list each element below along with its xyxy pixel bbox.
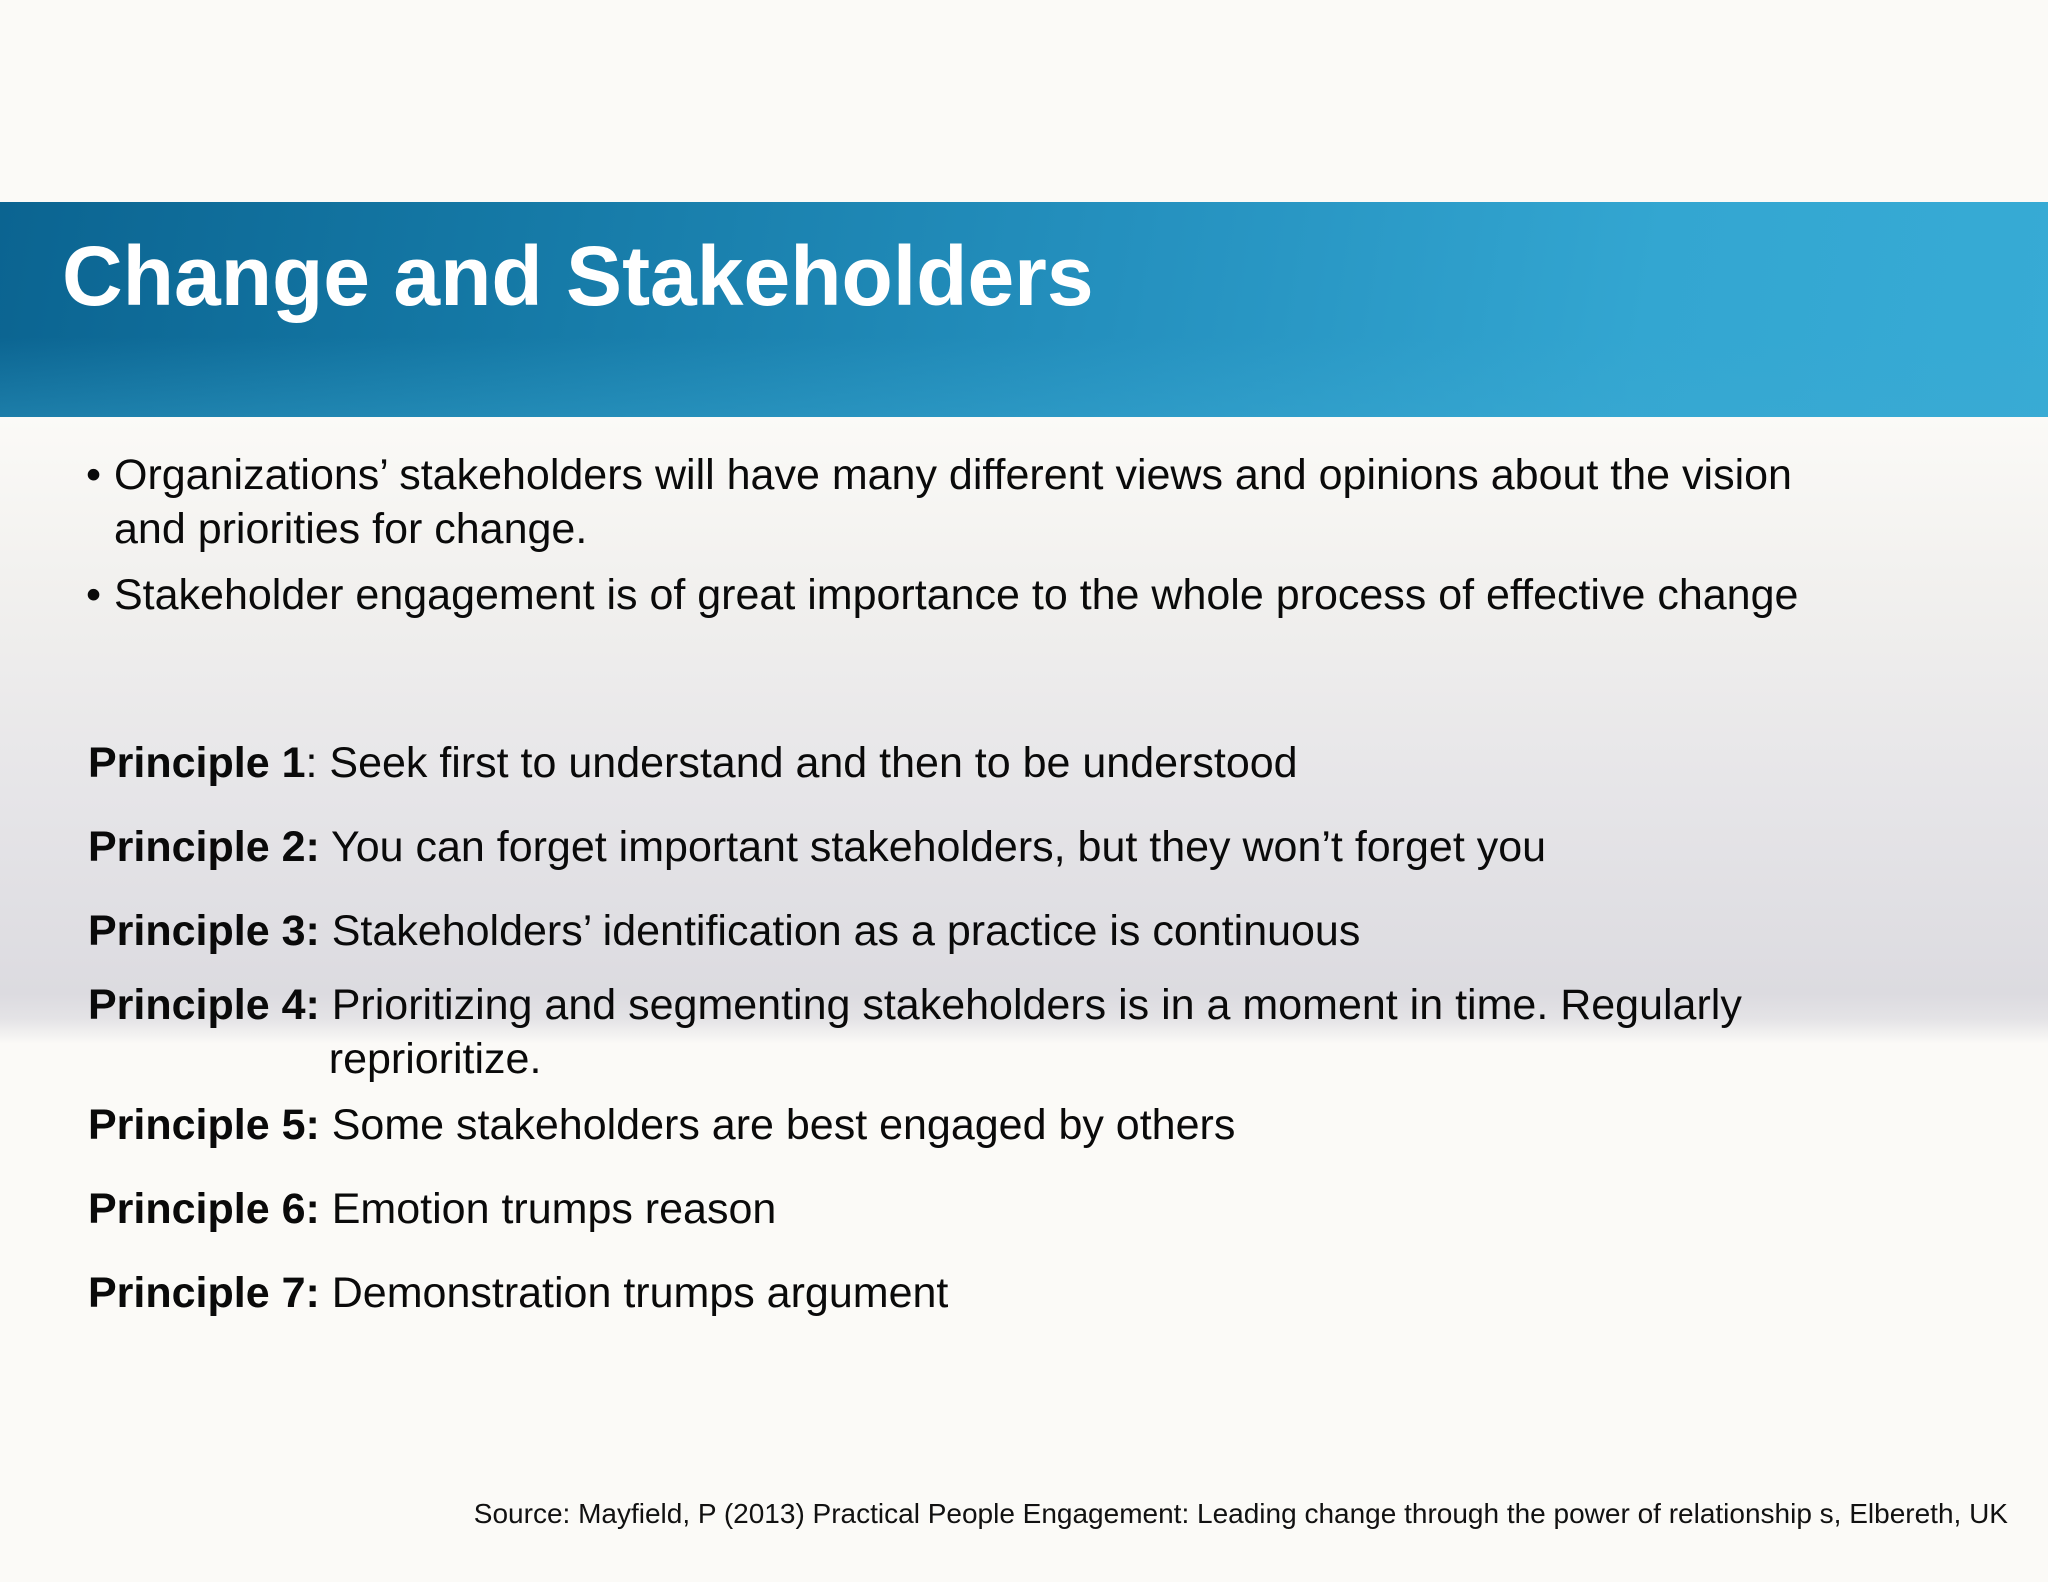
principle-item — [88, 1266, 2008, 1320]
principle-label: Principle 3: — [88, 907, 320, 955]
principle-label: Principle 7: — [88, 1269, 320, 1317]
principle-text-line: Prioritizing and segmenting stakeholders is in a moment in time. Regularly — [331, 981, 1742, 1029]
bullet-text-continued: and priorities for change. — [114, 505, 588, 553]
principle-label: Principle 2: — [88, 823, 320, 871]
bullet-text: Stakeholder engagement is of great importance to the whole process of effective change — [114, 571, 1799, 619]
principle-separator — [320, 1269, 332, 1317]
principle-label: Principle 1 — [88, 739, 306, 787]
principle-text — [328, 978, 1892, 1086]
principle-item — [88, 820, 2008, 874]
slide-title: Change and Stakeholders — [62, 229, 1094, 323]
principle-label: Principle 6: — [88, 1185, 320, 1233]
principle-separator — [320, 907, 332, 955]
principle-item — [88, 736, 2008, 790]
principle-separator — [320, 981, 332, 1029]
principle-text: Stakeholders’ identification as a practice is continuous — [331, 907, 1361, 955]
bullet-icon: • — [86, 451, 102, 499]
principle-text-continued: reprioritize. — [328, 1035, 542, 1083]
principle-item — [88, 1182, 2008, 1236]
principle-label: Principle 4: — [88, 981, 320, 1029]
principle-text: Some stakeholders are best engaged by others — [331, 1101, 1236, 1149]
principle-separator: : — [305, 739, 330, 787]
principle-separator — [320, 1101, 332, 1149]
principle-separator — [320, 823, 331, 871]
bullet-text: Organizations’ stakeholders will have many different views and opinions about the vision — [114, 451, 1792, 499]
source-citation: Source: Mayfield, P (2013) Practical People Engagement: Leading change through the power of relationship s, Elbereth, UK — [473, 1498, 2008, 1529]
principle-text: Demonstration trumps argument — [331, 1269, 949, 1317]
principle-separator — [320, 1185, 332, 1233]
bullet-item — [86, 448, 2006, 556]
principle-text: Seek first to understand and then to be understood — [329, 739, 1298, 787]
principle-text: Emotion trumps reason — [331, 1185, 777, 1233]
principle-item — [88, 904, 2008, 958]
principle-item — [88, 1098, 2008, 1152]
bullet-list — [86, 448, 2006, 634]
bullet-icon: • — [86, 571, 102, 619]
bullet-item — [86, 568, 2006, 622]
principle-label: Principle 5: — [88, 1101, 320, 1149]
principle-item — [88, 978, 2008, 1086]
principle-text: You can forget important stakeholders, but they won’t forget you — [330, 823, 1547, 871]
